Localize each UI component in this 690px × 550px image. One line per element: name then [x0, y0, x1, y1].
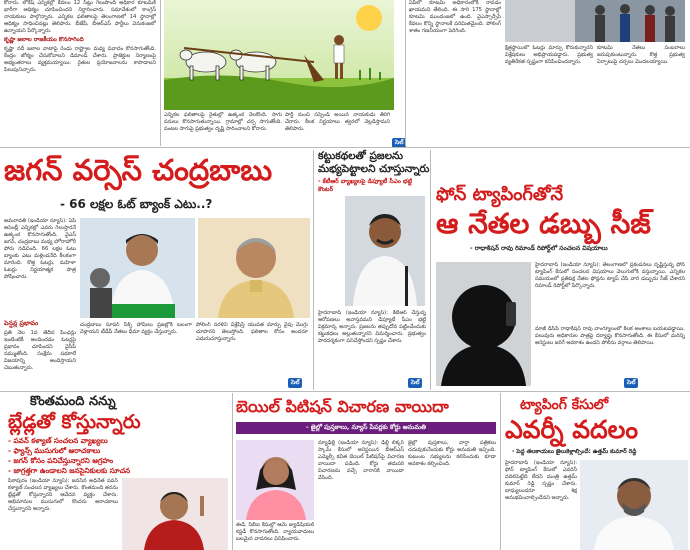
top-center-caption2: పార్టీ నుంచి సస్పెండ్ అయిన నాయకుడు తిరిగి చేరారు. కీలక నిర్ణయాలు త్వరలో వెల్లడిస్తామని తెలిపారు.: [285, 112, 390, 132]
phone-call-silhouette-photo: [436, 262, 531, 386]
konthamandi-bullet-2: - ఫ్యాన్స్ ముసుగులో అరాచకాలు: [8, 446, 101, 455]
jagan-subheading: పెన్షన్ల ప్రభావం: [4, 320, 39, 327]
phone-tapping-tag: - రాధాకిషన్ రావు రిమాండ్ రిపోర్ట్‌లో సంచలన విషయాలు: [470, 245, 608, 252]
bail-tag: - జైల్లో పుస్తకాలు, న్యూస్ పేపర్లకు కోర్టు అనుమతి: [236, 422, 496, 434]
bail-text3: ఈడీ, సీబీఐ కేసుల్లో ఆమె జ్యుడీషియల్ కస్టడీ కొనసాగుతోంది. న్యాయవాదులు బలమైన వాదనలు వినిపించారు.: [236, 522, 314, 542]
tapping-case-tag: - పెద్ద తలకాయలు జైలుకెళ్లాల్సిందే: ఉత్తమ్ కుమార్ రెడ్డి: [512, 449, 637, 455]
jagan-title-word3: చంద్రబాబు: [152, 153, 273, 187]
bhatti-headline-line2: మభ్యపెట్టాలని చూస్తున్నారు: [318, 163, 430, 175]
farming-illustration: [164, 0, 394, 110]
phone-tapping-text2: మాజీ డీసీపీ రాధాకిషన్ రావు వాంగ్మూలంలో కీలక అంశాలు బయటపడ్డాయి. పలువురు అధికారుల పాత్రపై దర్యాప్తు కొనసాగుతోంది. ఈ కేసులో మరిన్ని అరెస్టులు జరిగే అవకాశం ఉందని పోలీసు వర్గాలు తెలిపాయి.: [535, 326, 685, 346]
konthamandi-text: పిఠాపురం (ఇండియా న్యూస్): జనసేన అధినేత పవన్ కళ్యాణ్ సంచలన వ్యాఖ్యలు చేశారు. కొంతమంది తనను బ్లేడ్లతో కోస్తున్నారని ఆవేదన వ్యక్తం చేశారు. అభిమానుల ముసుగులో కొందరు అరాచకాలు చేస్తున్నారని అన్నారు.: [8, 478, 118, 512]
top-right-text3: కూటమి నేతలు సంబరాలు జరుపుకుంటున్నారు. కొత్త ప్రభుత్వ ఏర్పాటుపై చర్చలు మొదలయ్యాయి.: [597, 45, 685, 65]
jagan-subtitle: - 66 లక్షల ఓట్ బ్యాంక్ ఎటు..?: [60, 197, 213, 211]
phone-tapping-title-line2: ఆ నేతల డబ్బు సీజ్: [436, 207, 651, 240]
konthamandi-bullet-3: - జగన్ కోసం పనిచేస్తున్నారని ఆగ్రహం: [8, 456, 114, 465]
tapping-case-title-line2: ఎవర్నీ వదలం: [505, 415, 639, 444]
tapping-case-text: హైదరాబాద్ (ఇండియా న్యూస్): ఫోన్ ట్యాపింగ్ కేసులో ఎవరినీ వదిలిపెట్టేది లేదని మంత్రి ఉత్తమ్ కుమార్ రెడ్డి స్పష్టం చేశారు. బాధ్యులందరూ శిక్ష అనుభవించాల్సిందేనని అన్నారు.: [505, 460, 577, 501]
jagan-title-word2: వర్సెస్: [72, 153, 142, 187]
bhatti-edition-badge: సెల్: [408, 378, 422, 388]
bhatti-headline-line1: కట్టుకథలతో ప్రజలను: [318, 150, 404, 162]
bhatti-tag: - కేటీఆర్ వ్యాఖ్యలపై డిప్యూటీ సీఎం భట్టి కౌంటర్: [318, 178, 413, 193]
chandrababu-photo: [198, 218, 310, 318]
bail-text1: న్యూఢిల్లీ (ఇండియా న్యూస్): ఢిల్లీ లిక్కర్ స్కామ్ కేసులో అరెస్టయిన బీఆర్ఎస్ ఎమ్మెల్సీ కవిత బెయిల్ పిటిషన్‌పై విచారణ వాయిదా పడింది. కోర్టు తదుపరి విచారణను వచ్చే వారానికి వాయిదా వేసింది.: [318, 440, 404, 481]
jagan-text1: అమరావతి (ఇండియా న్యూస్): ఏపీ అసెంబ్లీ ఎన్నికల్లో ఎవరు గెలుస్తారనే ఉత్కంఠ కొనసాగుతోంది. వైఎస్ జగన్, చంద్రబాబు మధ్య హోరాహోరీ పోరు నడిచింది. 66 లక్షల ఓటు బ్యాంకు ఎటు మళ్లిందనేది కీలకంగా మారింది. కొత్త ఓటర్లు, మహిళా ఓటర్లు నిర్ణయాత్మక పాత్ర పోషించారు.: [4, 218, 76, 280]
konthamandi-bullet-1: - పవన్ కళ్యాణ్ సంచలన వ్యాఖ్యలు: [8, 436, 108, 445]
bhatti-headline: [318, 150, 428, 176]
konthamandi-title-line1: కొంతమంది నన్ను: [30, 394, 116, 409]
jagan-text4: పోలింగ్ సరళిని విశ్లేషిస్తే యువత మార్పు వైపు మొగ్గు చూపారని తెలుస్తోంది. ఫలితాల కోసం అందరూ ఎదురుచూస్తున్నారు.: [196, 322, 308, 342]
top-left-article: [4, 0, 156, 96]
jagan-headline: [4, 150, 314, 192]
phone-tapping-title-line1: ఫోన్ ట్యాపింగ్‌తోనే: [436, 184, 564, 205]
jagan-photo: [80, 218, 195, 318]
uttam-kumar-reddy-photo: [580, 460, 688, 550]
bail-text2: జైల్లో పుస్తకాలు, వార్తా పత్రికలు చదువుకునేందుకు కోర్టు అనుమతి ఇచ్చింది. కుటుంబ సభ్యులను కలిసేందుకు కూడా అవకాశం కల్పించింది.: [408, 440, 496, 467]
tapping-case-title-line1: ట్యాపింగ్ కేసులో: [520, 397, 609, 413]
kavitha-photo: [236, 440, 314, 520]
phone-tapping-text1: హైదరాబాద్ (ఇండియా న్యూస్): తెలంగాణలో ప్రకంపనలు సృష్టిస్తున్న ఫోన్ ట్యాపింగ్ కేసులో సంచలన విషయాలు వెలుగులోకి వస్తున్నాయి. ఎన్నికల సమయంలో ప్రతిపక్ష నేతల ఫోన్లను ట్యాప్ చేసి వారి డబ్బును సీజ్ చేశారని రిమాండ్ రిపోర్ట్‌లో పేర్కొన్నారు.: [535, 262, 685, 289]
bhatti-text: హైదరాబాద్ (ఇండియా న్యూస్): కేటీఆర్ చేస్తున్న ఆరోపణలు అవాస్తవమని డిప్యూటీ సీఎం భట్టి విక్రమార్క అన్నారు. ప్రజలను తప్పుదోవ పట్టించేందుకు కట్టుకథలు అల్లుతున్నారని విమర్శించారు. ప్రభుత్వం పారదర్శకంగా పనిచేస్తోందని స్పష్టం చేశారు.: [318, 310, 426, 344]
top-right-text1: ఏపీలో కూటమి అధికారంలోకి రావడం ఖాయమని తేలింది. ఈ సారి 175 స్థానాల్లో కూటమి ముందంజలో ఉంది. వైఎస్సార్సీపీ కేవలం కొన్ని స్థానాలకే పరిమితమైంది. పోలింగ్ శాతం గణనీయంగా పెరిగింది.: [409, 0, 501, 34]
crowd-photo: [505, 0, 685, 42]
edition-badge: సెల్: [392, 138, 406, 148]
jagan-text3: చంద్రబాబు సూపర్ సిక్స్ హామీలు ప్రజల్లోకి బలంగా వెళ్లాయని టీడీపీ నేతలు ధీమా వ్యక్తం చేస్తున్నారు.: [80, 322, 192, 335]
top-left-subheading: కృష్ణా జలాల రాజకీయం కొనసాగింది: [4, 37, 84, 43]
jagan-edition-badge: సెల్: [288, 378, 302, 388]
top-left-text1: కోరారు. లోకేష్ ఎన్నికల్లో కేవలం 12 సీట్లు గెలుపొంది అధికార కూటమికి భారీగా ఆధిక్యం చూపించిందని నిర్ధారించారు. సమావేశంలో కాంగ్రెస్ నాయకులు పాల్గొన్నారు. ఎన్నికల ఫలితాలపై తెలంగాణలో 14 స్థానాల్లో ఆధిక్యం సాధించినట్లు తెలిపారు. బీజేపీ, బీఆర్ఎస్ పార్టీలు వెనుకంజలో ఉన్నాయని పేర్కొన్నారు.: [4, 0, 156, 34]
jagan-text2: ప్రతి నెల 1వ తేదీన పింఛన్లు ఇంటింటికీ అందించడం ఓటర్లపై ప్రభావం చూపిందని వైసీపీ నమ్ముతోంది. సంక్షేమ పథకాలే విజయాన్ని అందిస్తాయని చెబుతున్నారు.: [4, 330, 76, 371]
pawan-kalyan-photo: [122, 478, 228, 550]
bhatti-photo: [345, 196, 425, 306]
top-right-text2: క్షేత్రస్థాయిలో ఓటర్లు మార్పు కోరుకున్నారని విశ్లేషకులు అభిప్రాయపడ్డారు. ప్రభుత్వ వ్యతిరేకత స్పష్టంగా కనిపించిందన్నారు.: [505, 45, 593, 65]
top-left-text2: కృష్ణా నదీ జలాల వాటాపై రెండు రాష్ట్రాల మధ్య వివాదం కొనసాగుతోంది. కేంద్రం జోక్యం చేసుకోవాలని డిమాండ్ చేశారు. ప్రాజెక్టుల నిర్మాణంపై అభ్యంతరాలు వ్యక్తమయ్యాయి. రైతుల ప్రయోజనాలను కాపాడాలని పిలుపునిచ్చారు.: [4, 46, 156, 73]
konthamandi-title-line2: బ్లేడ్లతో కోస్తున్నారు: [8, 411, 141, 433]
jagan-title-word1: జగన్: [4, 153, 63, 187]
konthamandi-bullets: [8, 436, 228, 476]
bail-title: బెయిల్ పిటిషన్ విచారణ వాయిదా: [236, 397, 449, 416]
top-center-caption: ఎన్నికల ఫలితాలపై రైతుల్లో ఉత్కంఠ నెలకొంది. సాగు పనులు కొనసాగుతున్నాయి. గ్రామాల్లో చర్చ సాగుతోంది. పంటల సాగుపై ప్రభుత్వం దృష్టి సారించాలని కోరారు.: [164, 112, 282, 132]
phone-tapping-edition-badge: సెల్: [624, 378, 638, 388]
konthamandi-bullet-4: - జాగ్రత్తగా ఉండాలని జనసైనికులకు సూచన: [8, 466, 131, 475]
